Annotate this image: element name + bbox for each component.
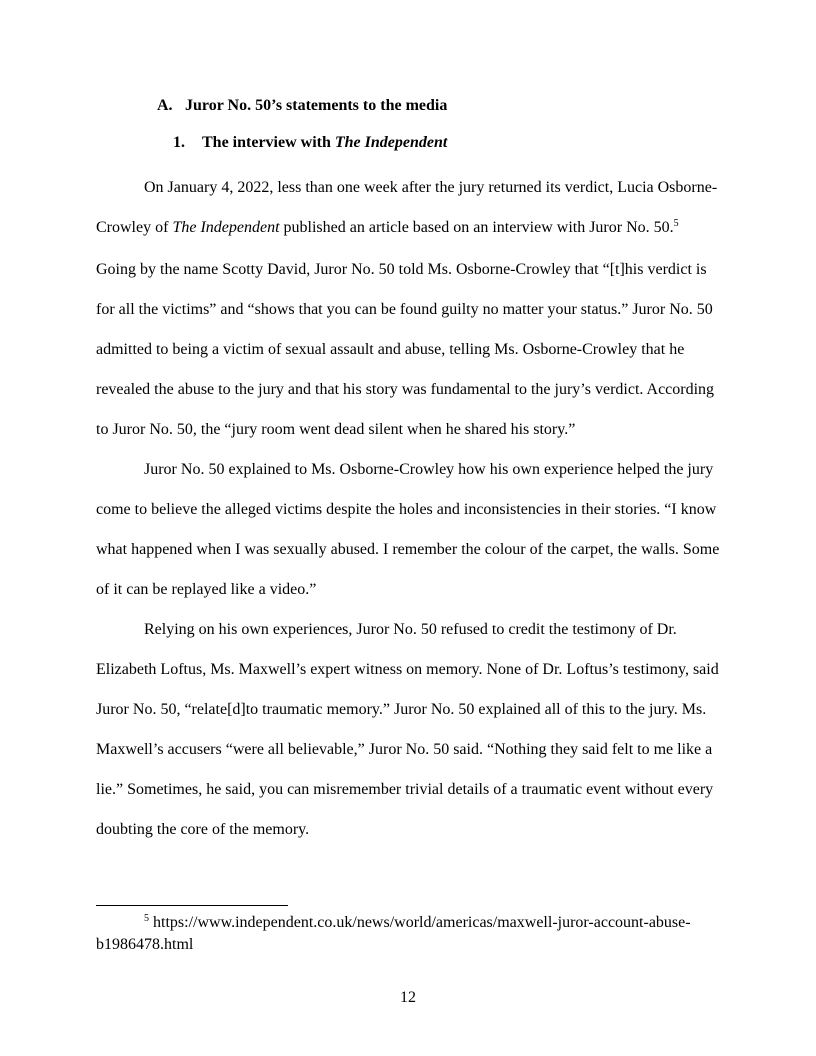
- section-title: Juror No. 50’s statements to the media: [185, 97, 448, 114]
- subsection-title: The interview with: [202, 134, 335, 151]
- page-number: 12: [400, 989, 416, 1006]
- footnote-link[interactable]: https://www.independent.co.uk/news/world/americas/maxwell-juror-account-abuse-b1986478.html: [96, 914, 691, 953]
- paragraph-1: [96, 168, 720, 450]
- paragraph-1-part3: Going by the name Scotty David, Juror No. 50 told Ms. Osborne-Crowley that “[t]his verdict is for all the victims” and “shows that you can be found guilty no matter your status.” Juror No. 50 admitted to being a victim of sexual assault and abuse, telling Ms. Osborne-Crowley that he revealed the abuse to the jury and that his story was fundamental to the jury’s verdict. According to Juror No. 50, the “jury room went dead silent when he shared his story.”: [96, 261, 715, 438]
- paragraph-3: Relying on his own experiences, Juror No. 50 refused to credit the testimony of Dr. Elizabeth Loftus, Ms. Maxwell’s expert witness on memory. None of Dr. Loftus’s testimony, said Juror No. 50, “relate[d]to traumatic memory.” Juror No. 50 explained all of this to the jury. Ms. Maxwell’s accusers “were all believable,” Juror No. 50 said. “Nothing they said felt to me like a lie.” Sometimes, he said, you can misremember trivial details of a traumatic event without every doubting the core of the memory.: [96, 621, 719, 838]
- footnote-divider: [96, 905, 288, 906]
- paragraph-1-part2: published an article based on an interview with Juror No. 50.: [279, 219, 674, 236]
- body-text: [96, 168, 720, 850]
- section-heading: [157, 96, 447, 116]
- footnote-reference[interactable]: 5: [673, 218, 679, 229]
- footnote: [96, 913, 720, 955]
- footnote-number: 5: [144, 913, 149, 924]
- subsection-marker: 1.: [173, 134, 185, 151]
- subsection-heading: [173, 133, 447, 153]
- paragraph-2: Juror No. 50 explained to Ms. Osborne-Crowley how his own experience helped the jury come to believe the alleged victims despite the holes and inconsistencies in their stories. “I know what happened when I was sexually abused. I remember the colour of the carpet, the walls. Some of it can be replayed like a video.”: [96, 461, 720, 598]
- publication-name: The Independent: [172, 219, 280, 236]
- section-marker: A.: [157, 97, 173, 114]
- paragraph-1-part1: On January 4, 2022, less than one week after the jury returned its verdict, Lucia Osborne-Crowley of: [96, 179, 718, 236]
- subsection-title-italic: The Independent: [334, 134, 448, 151]
